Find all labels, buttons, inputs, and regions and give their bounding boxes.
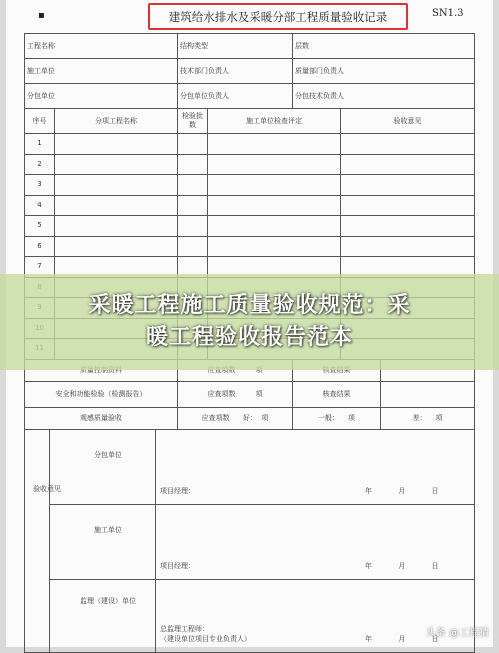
row-number: 6: [25, 236, 55, 257]
date-label: 年 月 日: [365, 561, 439, 570]
source-watermark: 头条 @工程猜: [425, 628, 489, 639]
sub-tech-head-label: 分包技术负责人: [295, 91, 344, 100]
opinion-header: 验收意见: [341, 109, 475, 134]
row-number: 5: [25, 216, 55, 237]
banner-title-line-1: 采暖工程施工质量验收规范：采: [88, 293, 411, 318]
item-row: [25, 236, 475, 257]
construction-unit-label: 施工单位: [27, 66, 55, 75]
item-row: [25, 175, 475, 196]
document-title: 建筑给水排水及采暖分部工程质量验收记录: [168, 9, 388, 24]
should-check-label: 应查项数: [207, 389, 236, 398]
safety-row: [25, 381, 475, 407]
item-row: [25, 134, 475, 155]
info-row-3: [25, 84, 475, 109]
row-number: 3: [25, 175, 55, 196]
tech-head-label: 技术部门负责人: [180, 66, 229, 75]
sub-head-label: 分包单位负责人: [180, 91, 229, 100]
pm-label: 项目经理：: [160, 486, 195, 495]
eval-header: 施工单位检查评定: [208, 109, 341, 134]
subcontractor-label: 分包单位: [27, 91, 55, 100]
overlay-banner: [0, 274, 499, 370]
item-row: [25, 154, 475, 175]
row-number: 4: [25, 195, 55, 216]
chief-engineer-label: 总监理工程师：: [160, 624, 209, 633]
sub-head-cell: [178, 84, 293, 109]
batch-header: 检验批数: [178, 109, 208, 134]
acceptance-vertical-label: 验收意见: [33, 484, 61, 493]
quality-head-label: 质量部门负责人: [295, 66, 344, 75]
good-label: 好：: [242, 413, 257, 422]
supervision-unit-label: 监理（建设）单位: [80, 596, 136, 605]
poor-label: 差：: [412, 413, 427, 422]
construction-unit-sign-label: 施工单位: [94, 525, 122, 534]
bullet-mark: ▪: [38, 10, 45, 21]
project-name-cell: [25, 34, 178, 59]
items-unit-label: 项: [347, 413, 355, 422]
item-row: [25, 216, 475, 237]
subcontractor-cell: [25, 84, 178, 109]
row-number: 7: [25, 257, 55, 278]
pm-label: 项目经理：: [160, 561, 195, 570]
appearance-row: [25, 407, 475, 429]
row-number: 2: [25, 154, 55, 175]
title-highlight-box: [148, 3, 408, 30]
appearance-label: 观感质量验收: [25, 407, 178, 429]
sub-unit-sign-block: [50, 430, 474, 505]
should-check-label: 应查项数: [201, 413, 230, 422]
date-label: 年 月 日: [365, 634, 439, 643]
date-label: 年 月 日: [365, 486, 439, 495]
seq-header: 序号: [25, 109, 55, 134]
row-number: 1: [25, 134, 55, 155]
items-unit-label: 项: [255, 389, 263, 398]
items-unit-label: 项: [435, 413, 443, 422]
info-row-2: [25, 59, 475, 84]
info-row-1: [25, 34, 475, 59]
form-code: SN1.3: [432, 8, 464, 19]
quality-head-cell: [293, 59, 475, 84]
sub-unit-label: 分包单位: [94, 450, 122, 459]
acceptance-section: [25, 429, 475, 652]
construction-unit-cell: [25, 59, 178, 84]
item-name-header: 分项工程名称: [55, 109, 178, 134]
check-result-label: 核查结果: [293, 381, 381, 407]
floors-cell: [293, 34, 475, 59]
project-name-label: 工程名称: [27, 41, 55, 50]
supervision-sign-block: [50, 580, 474, 653]
items-unit-label: 项: [261, 413, 269, 422]
structure-type-label: 结构类型: [180, 41, 208, 50]
banner-title-line-2: 暖工程验收报告范本: [145, 325, 353, 350]
construction-unit-sign-block: [50, 505, 474, 580]
client-rep-label: （建设单位项目专业负责人）: [160, 634, 251, 643]
safety-label: 安全和功能检验（检测报告）: [25, 381, 178, 407]
sub-tech-head-cell: [293, 84, 475, 109]
item-row: [25, 195, 475, 216]
floors-label: 层数: [295, 41, 309, 50]
tech-head-cell: [178, 59, 293, 84]
items-header-row: [25, 109, 475, 134]
general-label: 一般：: [318, 413, 340, 422]
structure-type-cell: [178, 34, 293, 59]
